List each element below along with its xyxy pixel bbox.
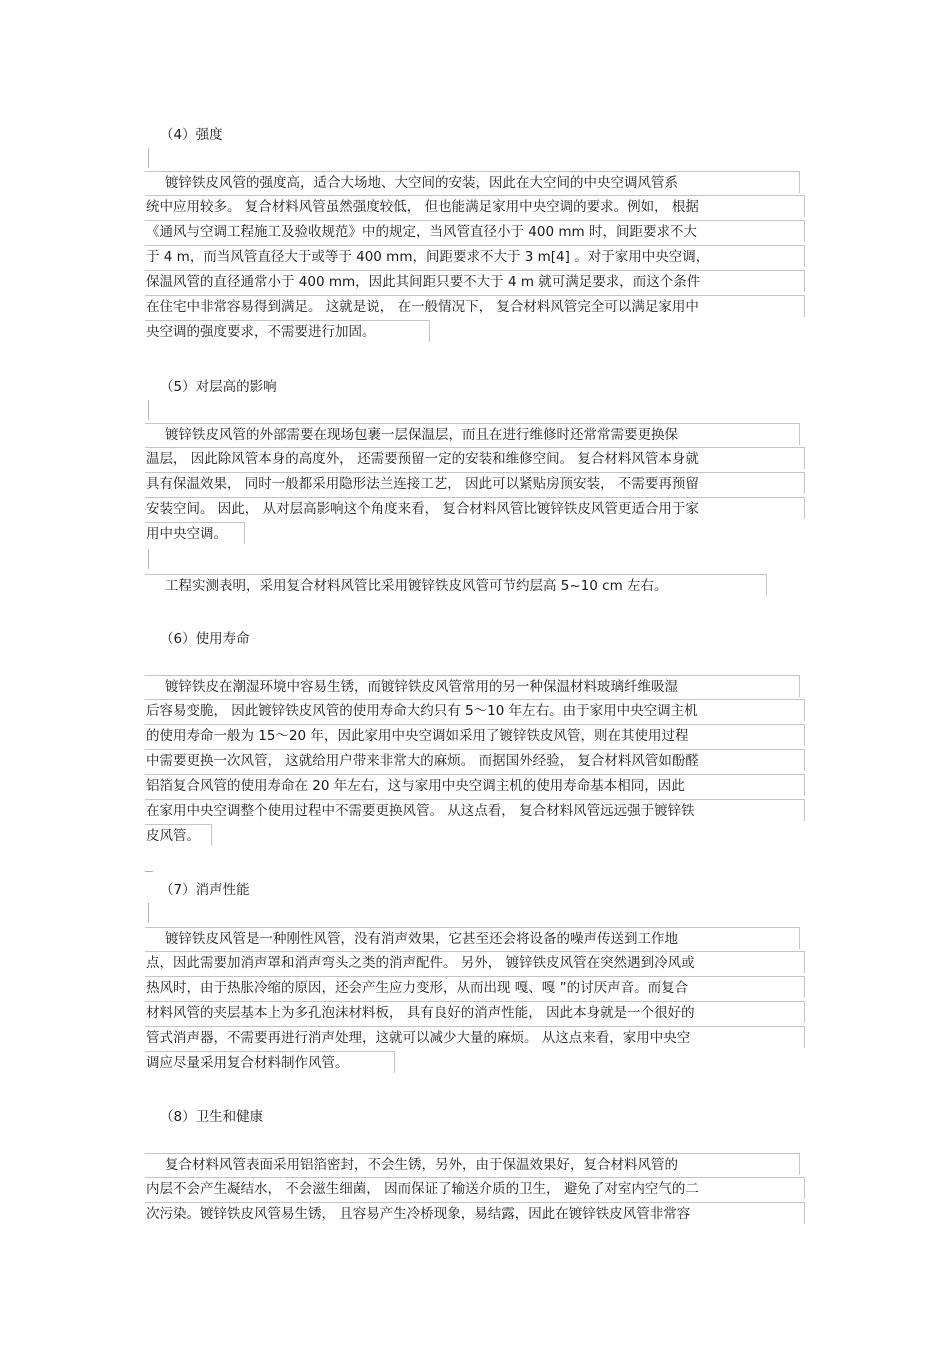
section-heading-hygiene: （8）卫生和健康: [160, 1109, 264, 1125]
margin-mark: [148, 903, 149, 923]
section-heading-strength: （4）强度: [160, 127, 223, 143]
paragraph-line: 用中央空调。: [145, 522, 245, 544]
paragraph-line: 工程实测表明，采用复合材料风管比采用镀锌铁皮风管可节约层高 5~10 cm 左右。: [145, 574, 767, 596]
paragraph-line: 央空调的强度要求，不需要进行加固。: [145, 320, 430, 342]
paragraph-line: 安装空间。 因此， 从对层高影响这个角度来看， 复合材料风管比镀锌铁皮风管更适合用于家: [145, 497, 805, 519]
paragraph-line: 于 4 m，而当风管直径大于或等于 400 mm，间距要求不大于 3 m[4] 。对于家用中央空调，: [145, 245, 805, 267]
paragraph-line: 具有保温效果， 同时一般都采用隐形法兰连接工艺， 因此可以紧贴房顶安装， 不需要再预留: [145, 472, 805, 494]
paragraph-line: 复合材料风管表面采用铝箔密封，不会生锈，另外，由于保温效果好，复合材料风管的: [145, 1153, 800, 1175]
paragraph-line: 中需要更换一次风管， 这就给用户带来非常大的麻烦。 而据国外经验， 复合材料风管如酚醛: [145, 749, 805, 771]
section-heading-noise: （7）消声性能: [160, 882, 250, 898]
paragraph-line: 次污染。镀锌铁皮风管易生锈， 且容易产生冷桥现象，易结露，因此在镀锌铁皮风管非常容: [145, 1202, 805, 1224]
margin-mark: [148, 549, 149, 569]
paragraph-line: 的使用寿命一般为 15～20 年，因此家用中央空调如采用了镀锌铁皮风管，则在其使用过程: [145, 724, 805, 746]
paragraph-line: 在家用中央空调整个使用过程中不需要更换风管。 从这点看， 复合材料风管远远强于镀锌铁: [145, 799, 805, 821]
paragraph-line: 管式消声器，不需要再进行消声处理，这就可以减少大量的麻烦。 从这点来看，家用中央空: [145, 1026, 805, 1048]
margin-mark: [145, 871, 153, 872]
paragraph-line: 铝箔复合风管的使用寿命在 20 年左右，这与家用中央空调主机的使用寿命基本相同，因此: [145, 774, 805, 796]
paragraph-line: 调应尽量采用复合材料制作风管。: [145, 1051, 395, 1073]
paragraph-line: 在住宅中非常容易得到满足。 这就是说， 在一般情况下， 复合材料风管完全可以满足家用中: [145, 295, 805, 317]
paragraph-line: 镀锌铁皮在潮湿环境中容易生锈，而镀锌铁皮风管常用的另一种保温材料玻璃纤维吸湿: [145, 675, 800, 697]
paragraph-line: 统中应用较多。 复合材料风管虽然强度较低， 但也能满足家用中央空调的要求。例如， 根据: [145, 195, 805, 217]
paragraph-line: 热风时，由于热胀冷缩的原因，还会产生应力变形，从而出现 嘎、嘎 ”的讨厌声音。而复合: [145, 976, 805, 998]
paragraph-line: 镀锌铁皮风管的外部需要在现场包裹一层保温层，而且在进行维修时还常常需要更换保: [145, 423, 800, 445]
paragraph-line: 《通风与空调工程施工及验收规范》中的规定，当风管直径小于 400 mm 时，间距要求不大: [145, 220, 805, 242]
section-heading-floor-height: （5）对层高的影响: [160, 379, 277, 395]
margin-mark: [148, 148, 149, 168]
paragraph-line: 后容易变脆， 因此镀锌铁皮风管的使用寿命大约只有 5～10 年左右。由于家用中央空调主机: [145, 699, 805, 721]
paragraph-line: 镀锌铁皮风管是一种刚性风管，没有消声效果，它甚至还会将设备的噪声传送到工作地: [145, 927, 800, 949]
paragraph-line: 保温风管的直径通常小于 400 mm，因此其间距只要不大于 4 m 就可满足要求，而这个条件: [145, 270, 805, 292]
paragraph-line: 皮风管。: [145, 824, 212, 846]
paragraph-line: 材料风管的夹层基本上为多孔泡沫材料板， 具有良好的消声性能， 因此本身就是一个很好的: [145, 1001, 805, 1023]
paragraph-line: 点，因此需要加消声罩和消声弯头之类的消声配件。 另外， 镀锌铁皮风管在突然遇到冷风或: [145, 951, 805, 973]
section-heading-service-life: （6）使用寿命: [160, 631, 250, 647]
paragraph-line: 温层， 因此除风管本身的高度外， 还需要预留一定的安装和维修空间。 复合材料风管本身就: [145, 447, 805, 469]
margin-mark: [148, 400, 149, 420]
paragraph-line: 镀锌铁皮风管的强度高，适合大场地、大空间的安装，因此在大空间的中央空调风管系: [145, 171, 800, 193]
paragraph-line: 内层不会产生凝结水， 不会滋生细菌， 因而保证了输送介质的卫生， 避免了对室内空气的二: [145, 1177, 805, 1199]
